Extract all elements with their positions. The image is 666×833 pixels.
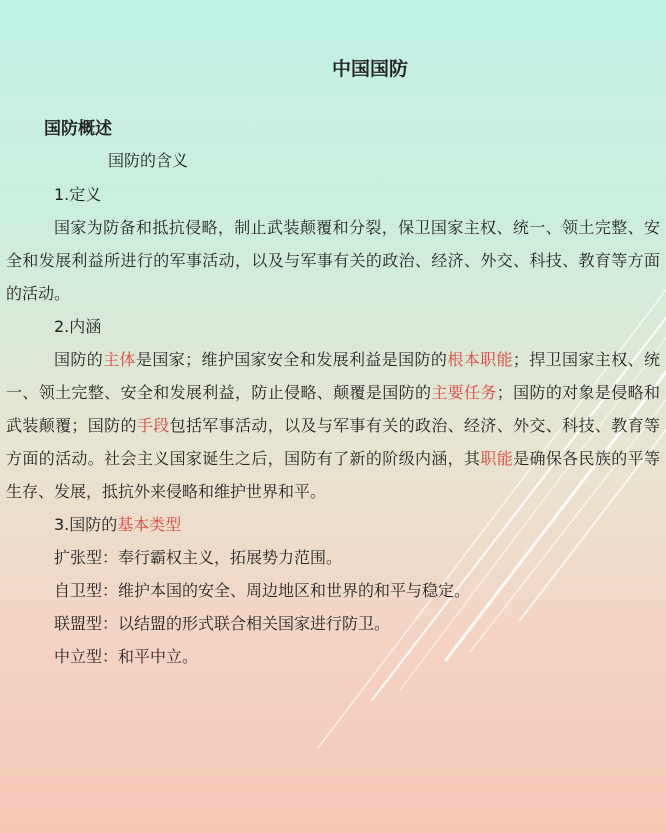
highlight-means: 手段 — [136, 416, 170, 435]
type-item-expansion: 扩张型：奉行霸权主义，拓展势力范围。 — [54, 548, 343, 567]
definition-label: 1.定义 — [54, 185, 102, 204]
connotation-text: 国防的 — [54, 350, 104, 369]
highlight-fundamental-function: 根本职能 — [447, 350, 513, 369]
types-label-prefix: 3.国防的 — [54, 515, 118, 534]
connotation-text: ；捍卫国家主权、统一、领土完整、安全和发展利益，防止侵略、颠覆是国防的 — [6, 350, 660, 402]
highlight-main-task: 主要任务 — [431, 383, 497, 402]
type-item-neutral: 中立型：和平中立。 — [54, 647, 199, 666]
types-label-highlight: 基本类型 — [117, 515, 182, 534]
connotation-label: 2.内涵 — [54, 317, 102, 336]
connotation-text: 包括军事活动，以及与军事有关的政治、经济、外交、科技、教育等方面的活动。社会主义国家诞生之后，国防有了新的阶级内涵，其 — [6, 416, 660, 468]
page-title: 中国国防 — [331, 58, 408, 80]
highlight-subject: 主体 — [103, 350, 136, 369]
type-item-alliance: 联盟型：以结盟的形式联合相关国家进行防卫。 — [54, 614, 391, 633]
sub-heading: 国防的含义 — [108, 151, 189, 170]
document-body — [6, 178, 660, 673]
connotation-text: ；国防的对象是侵略和武装颠覆；国防的 — [6, 383, 660, 435]
highlight-function: 职能 — [480, 449, 514, 468]
types-label — [6, 508, 660, 541]
connotation-paragraph — [6, 343, 660, 508]
connotation-text: 是国家；维护国家安全和发展利益是国防的 — [135, 350, 448, 369]
type-item-self-defense: 自卫型：维护本国的安全、周边地区和世界的和平与稳定。 — [54, 581, 471, 600]
section-heading: 国防概述 — [44, 119, 112, 139]
connotation-text: 是确保各民族的平等生存、发展，抵抗外来侵略和维护世界和平。 — [6, 449, 660, 501]
definition-paragraph: 国家为防备和抵抗侵略，制止武装颠覆和分裂，保卫国家主权、统一、领土完整、安全和发展利益所进行的军事活动，以及与军事有关的政治、经济、外交、科技、教育等方面的活动。 — [6, 218, 660, 303]
